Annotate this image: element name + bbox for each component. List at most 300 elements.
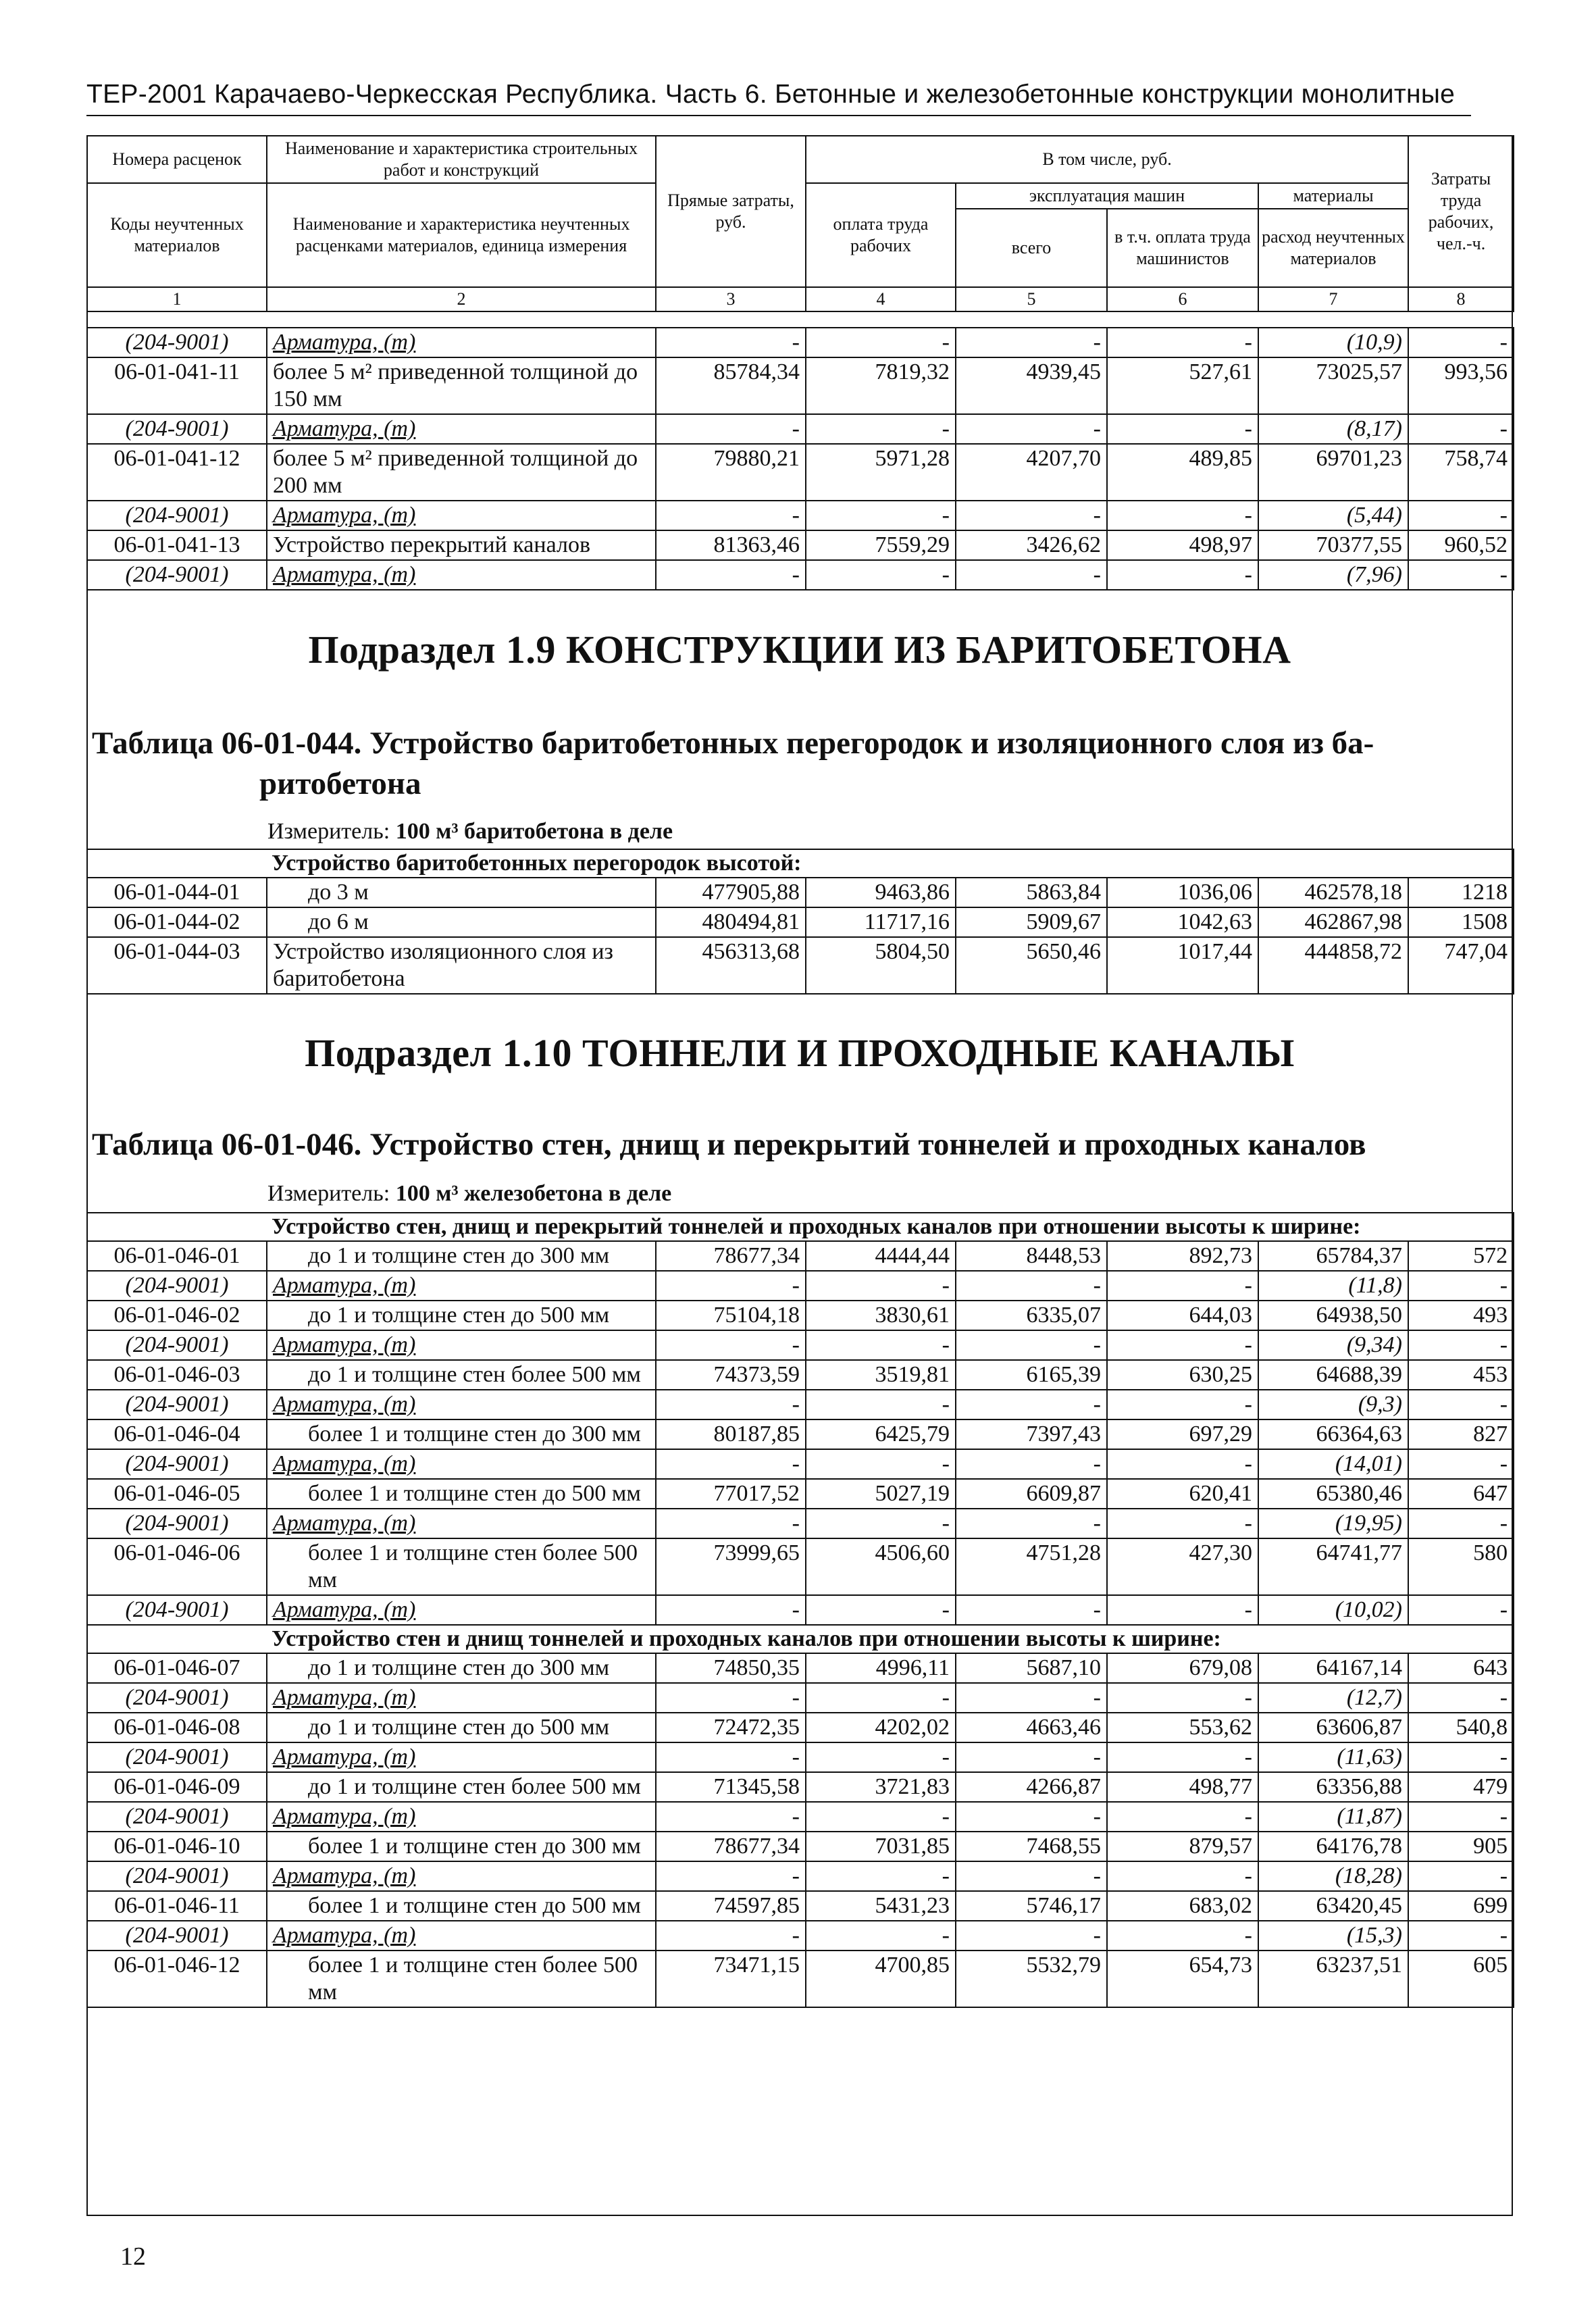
machines-total: - (956, 501, 1107, 530)
wages: - (806, 1742, 956, 1772)
wages: 7819,32 (806, 357, 956, 414)
rates-table-044 (86, 849, 1514, 995)
machinist-wages: - (1107, 1683, 1258, 1713)
materials: 64938,50 (1258, 1301, 1408, 1330)
wages: 9463,86 (806, 878, 956, 907)
rate-code: 06-01-046-08 (87, 1713, 267, 1742)
machines-total: - (956, 1390, 1107, 1419)
work-name (267, 560, 656, 590)
materials: 63356,88 (1258, 1772, 1408, 1802)
rate-code: (204-9001) (87, 1271, 267, 1301)
wages: 4202,02 (806, 1713, 956, 1742)
rate-row (87, 1653, 1514, 1683)
materials: 63420,45 (1258, 1891, 1408, 1921)
machines-total: 6335,07 (956, 1301, 1107, 1330)
rate-code: (204-9001) (87, 328, 267, 357)
head-direct-costs: Прямые затраты, руб. (656, 136, 806, 287)
rate-code: 06-01-046-06 (87, 1538, 267, 1595)
section-title: Подраздел 1.10 ТОННЕЛИ И ПРОХОДНЫЕ КАНАЛЫ (305, 1031, 1295, 1075)
machines-total: - (956, 1742, 1107, 1772)
measure-unit (267, 819, 673, 845)
machines-total: - (956, 1330, 1107, 1360)
materials: 462578,18 (1258, 878, 1408, 907)
rate-code: 06-01-041-11 (87, 357, 267, 414)
head-material-codes: Коды неучтенных материалов (87, 183, 267, 287)
rate-row (87, 937, 1514, 994)
machines-total: 5863,84 (956, 878, 1107, 907)
labor-hours: 493 (1408, 1301, 1514, 1330)
direct-costs: 456313,68 (656, 937, 806, 994)
labor-hours: - (1408, 1449, 1514, 1479)
materials: 63606,87 (1258, 1713, 1408, 1742)
materials: 73025,57 (1258, 357, 1408, 414)
wages: 3721,83 (806, 1772, 956, 1802)
wages: - (806, 1271, 956, 1301)
material-name: Арматура, (т) (273, 1273, 416, 1298)
direct-costs: - (656, 560, 806, 590)
material-row (87, 1802, 1514, 1832)
direct-costs: 73471,15 (656, 1951, 806, 2007)
material-row (87, 1449, 1514, 1479)
machines-total: 7468,55 (956, 1832, 1107, 1861)
direct-costs: 78677,34 (656, 1832, 806, 1861)
col-num: 6 (1107, 287, 1258, 311)
wages: 5431,23 (806, 1891, 956, 1921)
machines-total: - (956, 1861, 1107, 1891)
machines-total: 8448,53 (956, 1241, 1107, 1271)
materials: 64167,14 (1258, 1653, 1408, 1683)
rate-code: 06-01-044-01 (87, 878, 267, 907)
machines-total: 3426,62 (956, 530, 1107, 560)
machines-total: - (956, 414, 1107, 444)
material-row (87, 1595, 1514, 1625)
materials: (10,9) (1258, 328, 1408, 357)
machinist-wages: 683,02 (1107, 1891, 1258, 1921)
machinist-wages: 1036,06 (1107, 878, 1258, 907)
col-num: 3 (656, 287, 806, 311)
material-name: Арматура, (т) (273, 562, 416, 587)
machinist-wages: - (1107, 1509, 1258, 1538)
labor-hours: - (1408, 1390, 1514, 1419)
direct-costs: - (656, 501, 806, 530)
work-name: более 5 м² приведенной толщиной до 200 мм (267, 444, 656, 501)
materials: 64741,77 (1258, 1538, 1408, 1595)
machinist-wages: 489,85 (1107, 444, 1258, 501)
work-name (267, 501, 656, 530)
wages: - (806, 328, 956, 357)
materials: 63237,51 (1258, 1951, 1408, 2007)
work-name: Устройство изоляционного слоя из баритобетона (267, 937, 656, 994)
machinist-wages: - (1107, 1390, 1258, 1419)
rates-table-046 (86, 1212, 1514, 2008)
materials: (8,17) (1258, 414, 1408, 444)
work-name (267, 414, 656, 444)
wages: 6425,79 (806, 1419, 956, 1449)
work-name (267, 1449, 656, 1479)
work-name (267, 1921, 656, 1951)
head-material-usage: расход неучтенных материалов (1258, 209, 1408, 287)
material-row (87, 1509, 1514, 1538)
labor-hours: - (1408, 1509, 1514, 1538)
wages: 11717,16 (806, 907, 956, 937)
rate-code: (204-9001) (87, 1509, 267, 1538)
rate-code: 06-01-046-11 (87, 1891, 267, 1921)
work-name: более 1 и толщине стен более 500 мм (267, 1538, 656, 1595)
wages: - (806, 1861, 956, 1891)
machinist-wages: 644,03 (1107, 1301, 1258, 1330)
rate-code: 06-01-041-12 (87, 444, 267, 501)
work-name: до 1 и толщине стен до 300 мм (267, 1241, 656, 1271)
machinist-wages: - (1107, 1595, 1258, 1625)
machines-total: - (956, 560, 1107, 590)
material-name: Арматура, (т) (273, 1332, 416, 1357)
direct-costs: - (656, 328, 806, 357)
wages: 5804,50 (806, 937, 956, 994)
material-row (87, 414, 1514, 444)
col-num: 2 (267, 287, 656, 311)
work-name: более 1 и толщине стен до 300 мм (267, 1832, 656, 1861)
machinist-wages: - (1107, 328, 1258, 357)
materials: (19,95) (1258, 1509, 1408, 1538)
rate-code: (204-9001) (87, 1595, 267, 1625)
work-name (267, 1595, 656, 1625)
work-name: до 1 и толщине стен до 500 мм (267, 1713, 656, 1742)
work-name: Устройство перекрытий каналов (267, 530, 656, 560)
wages: - (806, 1921, 956, 1951)
rate-row (87, 530, 1514, 560)
direct-costs: - (656, 1271, 806, 1301)
group-heading: Устройство стен, днищ и перекрытий тоннелей и проходных каналов при отношении высоты к ширине: (87, 1213, 1514, 1241)
materials: (11,87) (1258, 1802, 1408, 1832)
labor-hours: 572 (1408, 1241, 1514, 1271)
material-row (87, 1742, 1514, 1772)
material-row (87, 1271, 1514, 1301)
work-name (267, 1271, 656, 1301)
wages: 4700,85 (806, 1951, 956, 2007)
material-row (87, 560, 1514, 590)
work-name (267, 1742, 656, 1772)
head-machinist-wages: в т.ч. оплата труда машинистов (1107, 209, 1258, 287)
rate-code: 06-01-046-01 (87, 1241, 267, 1271)
machines-total: - (956, 1449, 1107, 1479)
direct-costs: 78677,34 (656, 1241, 806, 1271)
work-name (267, 1861, 656, 1891)
machines-total: 4663,46 (956, 1713, 1107, 1742)
labor-hours: - (1408, 560, 1514, 590)
rate-row (87, 1301, 1514, 1330)
rate-row (87, 1241, 1514, 1271)
table-title (92, 723, 1503, 804)
material-name: Арматура, (т) (273, 1451, 416, 1476)
material-name: Арматура, (т) (273, 1923, 416, 1948)
materials: 64176,78 (1258, 1832, 1408, 1861)
rate-row (87, 1419, 1514, 1449)
direct-costs: 72472,35 (656, 1713, 806, 1742)
col-num: 1 (87, 287, 267, 311)
material-name: Арматура, (т) (273, 1597, 416, 1622)
wages: 3519,81 (806, 1360, 956, 1390)
rate-code: (204-9001) (87, 1683, 267, 1713)
materials: (11,8) (1258, 1271, 1408, 1301)
direct-costs: - (656, 1921, 806, 1951)
direct-costs: 85784,34 (656, 357, 806, 414)
work-name: более 1 и толщине стен до 500 мм (267, 1891, 656, 1921)
work-name: более 5 м² приведенной толщиной до 150 мм (267, 357, 656, 414)
group-heading: Устройство стен и днищ тоннелей и проходных каналов при отношении высоты к ширине: (87, 1625, 1514, 1653)
rate-code: (204-9001) (87, 414, 267, 444)
direct-costs: 74373,59 (656, 1360, 806, 1390)
work-name: до 1 и толщине стен до 300 мм (267, 1653, 656, 1683)
direct-costs: 77017,52 (656, 1479, 806, 1509)
machinist-wages: 1017,44 (1107, 937, 1258, 994)
table-body (87, 1653, 1514, 2007)
col-num: 7 (1258, 287, 1408, 311)
materials: 65380,46 (1258, 1479, 1408, 1509)
material-row (87, 1390, 1514, 1419)
wages: - (806, 501, 956, 530)
table-title-line: Таблица 06-01-044. Устройство баритобетонных перегородок и изоляционного слоя из ба- (92, 726, 1374, 761)
direct-costs: 71345,58 (656, 1772, 806, 1802)
labor-hours: - (1408, 328, 1514, 357)
machines-total: 5532,79 (956, 1951, 1107, 2007)
machinist-wages: 553,62 (1107, 1713, 1258, 1742)
materials: (5,44) (1258, 501, 1408, 530)
labor-hours: 758,74 (1408, 444, 1514, 501)
materials: (11,63) (1258, 1742, 1408, 1772)
rate-row (87, 1538, 1514, 1595)
labor-hours: 747,04 (1408, 937, 1514, 994)
rate-code: (204-9001) (87, 1861, 267, 1891)
section-title: Подраздел 1.9 КОНСТРУКЦИИ ИЗ БАРИТОБЕТОНА (308, 628, 1291, 672)
work-name: до 6 м (267, 907, 656, 937)
work-name: до 3 м (267, 878, 656, 907)
wages: - (806, 1330, 956, 1360)
machinist-wages: - (1107, 1802, 1258, 1832)
machines-total: - (956, 1595, 1107, 1625)
machinist-wages: 630,25 (1107, 1360, 1258, 1390)
labor-hours: - (1408, 1330, 1514, 1360)
material-row (87, 1921, 1514, 1951)
material-name: Арматура, (т) (273, 1685, 416, 1710)
labor-hours: 960,52 (1408, 530, 1514, 560)
machines-total: 5746,17 (956, 1891, 1107, 1921)
materials: (18,28) (1258, 1861, 1408, 1891)
labor-hours: - (1408, 1802, 1514, 1832)
rate-code: (204-9001) (87, 1330, 267, 1360)
head-machines-total: всего (956, 209, 1107, 287)
wages: - (806, 1802, 956, 1832)
material-name: Арматура, (т) (273, 330, 416, 355)
rate-code: (204-9001) (87, 501, 267, 530)
machines-total: 4207,70 (956, 444, 1107, 501)
direct-costs: - (656, 1742, 806, 1772)
wages: - (806, 1683, 956, 1713)
header-rule (86, 115, 1471, 116)
direct-costs: 74597,85 (656, 1891, 806, 1921)
measure-unit (267, 1181, 671, 1207)
material-row (87, 501, 1514, 530)
material-name: Арматура, (т) (273, 1863, 416, 1888)
col-num: 5 (956, 287, 1107, 311)
wages: - (806, 1449, 956, 1479)
rate-code: 06-01-046-09 (87, 1772, 267, 1802)
work-name (267, 328, 656, 357)
labor-hours: - (1408, 1742, 1514, 1772)
head-rates: Номера расценок (87, 136, 267, 183)
work-name: более 1 и толщине стен до 300 мм (267, 1419, 656, 1449)
head-material-names: Наименование и характеристика неучтенных расценками материалов, единица измерения (267, 183, 656, 287)
machinist-wages: - (1107, 501, 1258, 530)
document-header: ТЕР-2001 Карачаево-Черкесская Республика. Часть 6. Бетонные и железобетонные конструкции монолитные (86, 80, 1456, 109)
material-name: Арматура, (т) (273, 1511, 416, 1536)
wages: - (806, 414, 956, 444)
direct-costs: 477905,88 (656, 878, 806, 907)
direct-costs: - (656, 1595, 806, 1625)
machines-total: 5909,67 (956, 907, 1107, 937)
direct-costs: - (656, 1330, 806, 1360)
rate-row (87, 1479, 1514, 1509)
rate-row (87, 444, 1514, 501)
materials: (15,3) (1258, 1921, 1408, 1951)
head-in-total: В том числе, руб. (806, 136, 1408, 183)
labor-hours: 905 (1408, 1832, 1514, 1861)
head-materials: материалы (1258, 183, 1408, 209)
direct-costs: - (656, 1861, 806, 1891)
materials: 66364,63 (1258, 1419, 1408, 1449)
page-number: 12 (120, 2242, 146, 2271)
direct-costs: 74850,35 (656, 1653, 806, 1683)
wages: 4996,11 (806, 1653, 956, 1683)
rate-code: 06-01-046-10 (87, 1832, 267, 1861)
work-name: до 1 и толщине стен более 500 мм (267, 1360, 656, 1390)
rate-row (87, 1713, 1514, 1742)
labor-hours: - (1408, 1921, 1514, 1951)
materials: (7,96) (1258, 560, 1408, 590)
material-name: Арматура, (т) (273, 416, 416, 441)
machines-total: 4751,28 (956, 1538, 1107, 1595)
direct-costs: 81363,46 (656, 530, 806, 560)
machines-total: - (956, 1921, 1107, 1951)
machinist-wages: 1042,63 (1107, 907, 1258, 937)
labor-hours: - (1408, 1861, 1514, 1891)
materials: 69701,23 (1258, 444, 1408, 501)
rate-row (87, 1891, 1514, 1921)
rate-code: 06-01-044-02 (87, 907, 267, 937)
wages: 4444,44 (806, 1241, 956, 1271)
machines-total: - (956, 328, 1107, 357)
labor-hours: - (1408, 1271, 1514, 1301)
materials: (10,02) (1258, 1595, 1408, 1625)
machines-total: - (956, 1802, 1107, 1832)
work-name (267, 1390, 656, 1419)
machinist-wages: 697,29 (1107, 1419, 1258, 1449)
wages: 5027,19 (806, 1479, 956, 1509)
head-works: Наименование и характеристика строительных работ и конструкций (267, 136, 656, 183)
materials: 70377,55 (1258, 530, 1408, 560)
wages: - (806, 1595, 956, 1625)
column-header-table (86, 135, 1514, 312)
work-name (267, 1509, 656, 1538)
machinist-wages: 879,57 (1107, 1832, 1258, 1861)
direct-costs: - (656, 1449, 806, 1479)
rate-code: 06-01-041-13 (87, 530, 267, 560)
labor-hours: 479 (1408, 1772, 1514, 1802)
materials: (12,7) (1258, 1683, 1408, 1713)
rate-row (87, 878, 1514, 907)
direct-costs: 80187,85 (656, 1419, 806, 1449)
col-num: 8 (1408, 287, 1514, 311)
labor-hours: 699 (1408, 1891, 1514, 1921)
rate-code: 06-01-046-07 (87, 1653, 267, 1683)
wages: 3830,61 (806, 1301, 956, 1330)
material-row (87, 1330, 1514, 1360)
head-wages: оплата труда рабочих (806, 183, 956, 287)
rate-row (87, 1832, 1514, 1861)
labor-hours: 580 (1408, 1538, 1514, 1595)
rate-code: 06-01-046-03 (87, 1360, 267, 1390)
machines-total: - (956, 1271, 1107, 1301)
machinist-wages: 679,08 (1107, 1653, 1258, 1683)
group-heading: Устройство баритобетонных перегородок высотой: (87, 849, 1514, 878)
measure-value: 100 м³ железобетона в деле (395, 1181, 672, 1206)
direct-costs: - (656, 1683, 806, 1713)
machinist-wages: 654,73 (1107, 1951, 1258, 2007)
machines-total: 6609,87 (956, 1479, 1107, 1509)
head-labor: Затраты труда рабочих, чел.-ч. (1408, 136, 1514, 287)
direct-costs: - (656, 1509, 806, 1538)
machines-total: 4266,87 (956, 1772, 1107, 1802)
labor-hours: - (1408, 1595, 1514, 1625)
machinist-wages: - (1107, 414, 1258, 444)
machinist-wages: - (1107, 1921, 1258, 1951)
machinist-wages: 892,73 (1107, 1241, 1258, 1271)
rates-table-041 (86, 327, 1514, 590)
machinist-wages: 620,41 (1107, 1479, 1258, 1509)
materials: 64688,39 (1258, 1360, 1408, 1390)
labor-hours: 643 (1408, 1653, 1514, 1683)
material-name: Арматура, (т) (273, 1392, 416, 1417)
measure-label: Измеритель: (267, 819, 390, 844)
wages: - (806, 1390, 956, 1419)
work-name: до 1 и толщине стен до 500 мм (267, 1301, 656, 1330)
labor-hours: 1508 (1408, 907, 1514, 937)
machinist-wages: 527,61 (1107, 357, 1258, 414)
table-body (87, 1241, 1514, 1625)
rate-code: 06-01-046-02 (87, 1301, 267, 1330)
table-body (87, 878, 1514, 994)
direct-costs: 73999,65 (656, 1538, 806, 1595)
labor-hours: 647 (1408, 1479, 1514, 1509)
machines-total: 5687,10 (956, 1653, 1107, 1683)
measure-value: 100 м³ баритобетона в деле (395, 819, 673, 844)
table-title: Таблица 06-01-046. Устройство стен, днищ и перекрытий тоннелей и проходных каналов (92, 1127, 1366, 1162)
rate-row (87, 1360, 1514, 1390)
work-name: более 1 и толщине стен до 500 мм (267, 1479, 656, 1509)
material-row (87, 1683, 1514, 1713)
work-name (267, 1802, 656, 1832)
work-name (267, 1330, 656, 1360)
direct-costs: 79880,21 (656, 444, 806, 501)
rate-code: 06-01-044-03 (87, 937, 267, 994)
rate-code: (204-9001) (87, 1921, 267, 1951)
head-machines: эксплуатация машин (956, 183, 1258, 209)
rate-code: (204-9001) (87, 1449, 267, 1479)
machinist-wages: - (1107, 1330, 1258, 1360)
machines-total: 5650,46 (956, 937, 1107, 994)
work-name: до 1 и толщине стен более 500 мм (267, 1772, 656, 1802)
rate-row (87, 1951, 1514, 2007)
machinist-wages: 498,97 (1107, 530, 1258, 560)
